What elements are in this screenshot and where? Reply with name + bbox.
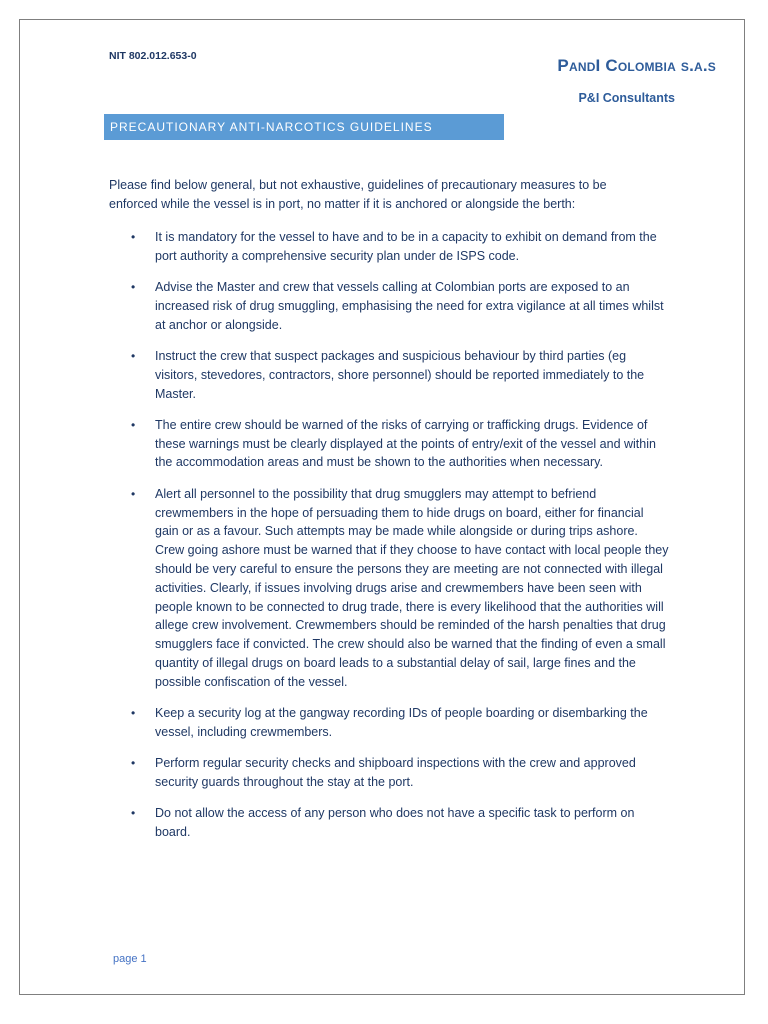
bullet-icon: • — [131, 417, 136, 432]
list-item — [109, 278, 669, 334]
guidelines-list — [109, 228, 669, 854]
list-item-text: Perform regular security checks and shipboard inspections with the crew and approved security guards throughout the stay at the port. — [155, 756, 636, 789]
document-page — [19, 19, 745, 995]
list-item — [109, 754, 669, 792]
bullet-icon: • — [131, 706, 136, 721]
list-item-text: Keep a security log at the gangway recording IDs of people boarding or disembarking the vessel, including crewmembers. — [155, 706, 648, 739]
intro-paragraph: Please find below general, but not exhaustive, guidelines of precautionary measures to be enforced while the vessel is in port, no matter if it is anchored or alongside the berth: — [109, 178, 607, 211]
list-item-text: It is mandatory for the vessel to have and to be in a capacity to exhibit on demand from the port authority a comprehensive security plan under de ISPS code. — [155, 230, 657, 263]
list-item — [109, 485, 669, 692]
list-item — [109, 228, 669, 266]
list-item — [109, 704, 669, 742]
bullet-icon: • — [131, 230, 136, 244]
list-item-text: Instruct the crew that suspect packages and suspicious behaviour by third parties (eg visitors, stevedores, contractors, shore personnel) should be reported immediately to the Master. — [155, 348, 645, 401]
page-number: page 1 — [113, 953, 147, 965]
company-name: PandI Colombia s.a.s — [557, 56, 716, 75]
bullet-icon: • — [131, 486, 136, 501]
bullet-icon: • — [131, 280, 136, 295]
list-item-text: The entire crew should be warned of the risks of carrying or trafficking drugs. Evidence of these warnings must be clearly displayed at the points of entry/exit of the vessel and within the accommodation areas and must be shown to the authorities when necessary. — [155, 417, 656, 470]
bullet-icon: • — [131, 756, 136, 771]
bullet-icon: • — [131, 348, 136, 363]
list-item — [109, 416, 669, 472]
nit-number: NIT 802.012.653-0 — [109, 50, 197, 62]
section-banner — [104, 114, 504, 140]
section-title: PRECAUTIONARY ANTI-NARCOTICS GUIDELINES — [110, 120, 433, 134]
company-subtitle: P&I Consultants — [578, 91, 675, 105]
list-item-text: Advise the Master and crew that vessels calling at Colombian ports are exposed to an increased risk of drug smuggling, emphasising the need for extra vigilance at all times whilst at anchor or alongside. — [155, 280, 664, 332]
list-item-text: Alert all personnel to the possibility that drug smugglers may attempt to befriend crewmembers in the hope of persuading them to hide drugs on board, either for financial gain or as a favour. Such attempts may be made while alongside or during trips ashore. Crew going ashore must be warned that if they choose to have contact with local people they should be very careful to ensure the persons they are meeting are not connected with illegal activities. Clearly, if issues involving drugs arise and crewmembers have been seen with people known to be connected to drug trade, there is every likelihood that the authorities will allege crew involvement. Crewmembers should be reminded of the harsh penalties that drug smugglers face if convicted. The crew should also be warned that the finding of even a small quantity of illegal drugs on board leads to a substantial delay of sail, large fines and the possible confiscation of the vessel. — [155, 486, 669, 689]
list-item — [109, 804, 669, 842]
list-item — [109, 347, 669, 403]
list-item-text: Do not allow the access of any person who does not have a specific task to perform on board. — [155, 806, 635, 840]
bullet-icon: • — [131, 806, 136, 821]
